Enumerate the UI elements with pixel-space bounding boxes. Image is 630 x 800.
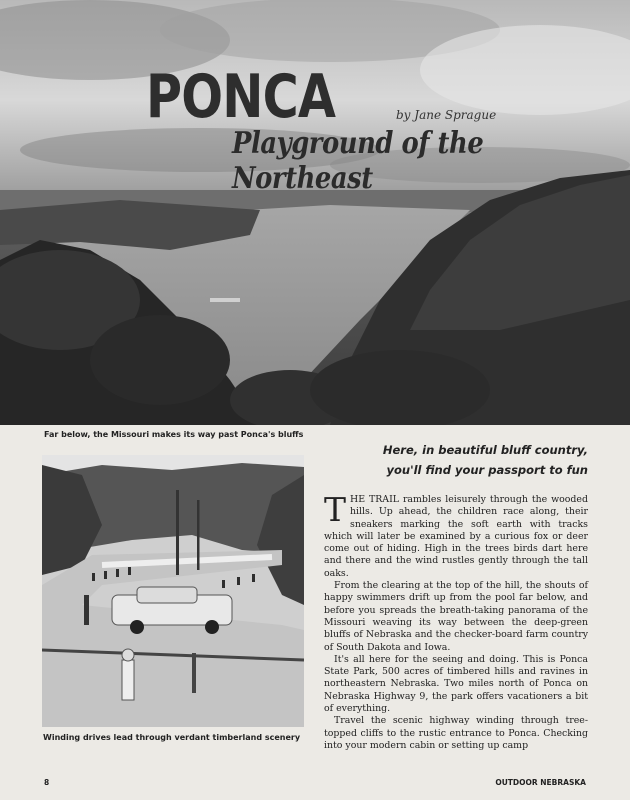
paragraph-2: From the clearing at the top of the hill, the shouts of happy swimmers drift up from the pool far below, and before you spreads the breath-taking panorama of the Missouri weaving its way between the deep-green bluffs of Nebraska and the checker-board farm country of South Dakota and Iowa.	[324, 580, 588, 653]
article-subtitle: Playground of the Northeast	[232, 126, 484, 196]
page-number: 8	[44, 778, 50, 787]
author-byline: by Jane Sprague	[396, 108, 497, 122]
hero-photo-caption: Far below, the Missouri makes its way past Ponca's bluffs	[44, 430, 304, 439]
paragraph-4: Travel the scenic highway winding through tree-topped cliffs to the rustic entrance to Ponca. Checking into your modern cabin or setting up camp	[324, 715, 588, 751]
article-title: PONCA	[146, 62, 336, 132]
article-body	[324, 490, 588, 752]
deck-line-2: you'll find your passport to fun	[386, 463, 588, 477]
paragraph-1-text: HE TRAIL rambles leisurely through the wooded hills. Up ahead, the children race along, their sneakers marking the soft earth with tracks which will later be examined by a curious fox or deer come out of hiding. High in the trees birds dart here and there and the wind rustles gently through the tall oaks.	[324, 494, 588, 579]
drop-cap: T	[324, 490, 347, 529]
inset-photo-caption: Winding drives lead through verdant timberland scenery	[43, 733, 301, 742]
deck-line-1: Here, in beautiful bluff country,	[382, 443, 588, 457]
article-deck	[320, 440, 588, 480]
inset-photo-winding-drive	[42, 455, 304, 727]
paragraph-1	[324, 490, 588, 580]
publication-name: OUTDOOR NEBRASKA	[495, 778, 586, 787]
paragraph-3: It's all here for the seeing and doing. This is Ponca State Park, 500 acres of timbered hills and ravines in northeastern Nebraska. Two miles north of Ponca on Nebraska Highway 9, the park offers vacationers a bit of everything.	[324, 653, 588, 715]
park-drive-image	[42, 455, 304, 727]
